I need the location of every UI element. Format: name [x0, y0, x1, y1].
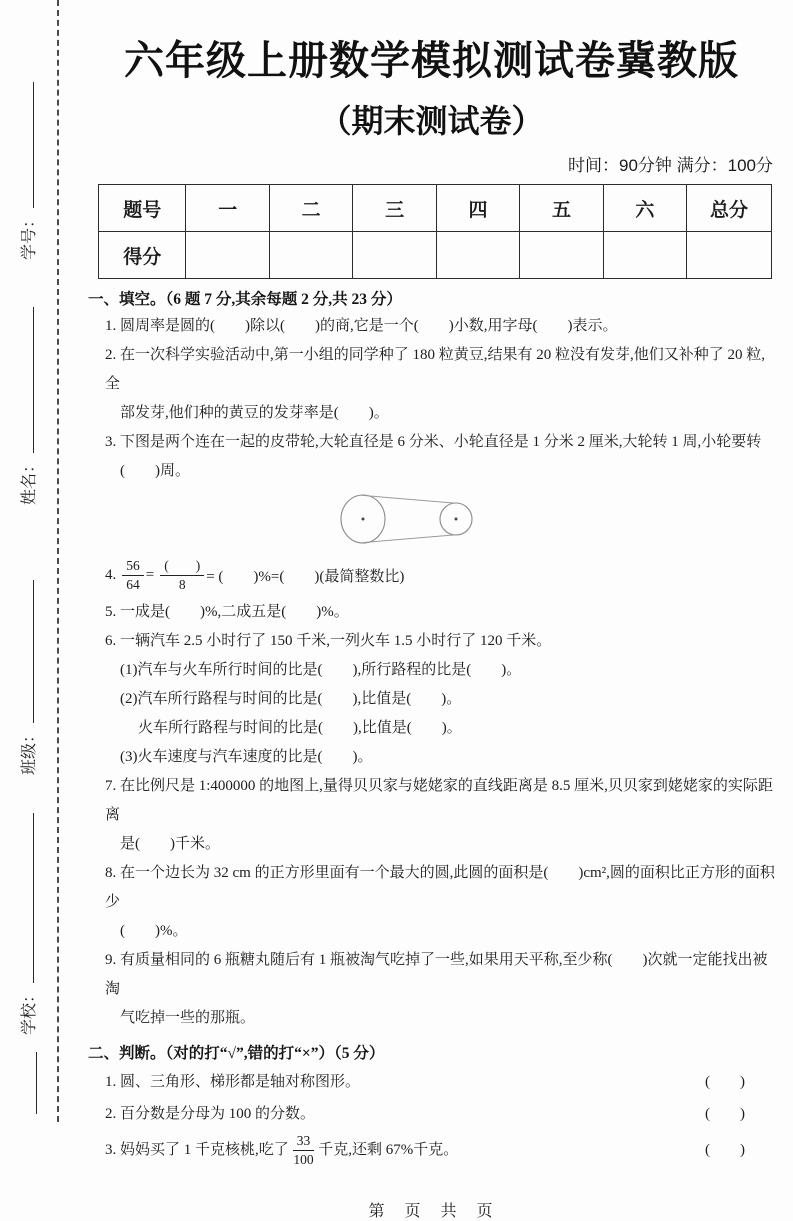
- score-table-score-row: [99, 232, 772, 279]
- name-blank-line: [21, 307, 34, 453]
- question-6-sub3: (3)火车速度与汽车速度的比是( )。: [120, 749, 373, 765]
- question-7-line1: 7. 在比例尺是 1:400000 的地图上,量得贝贝家与姥姥家的直线距离是 8.5 厘米,贝贝家到姥姥家的实际距离: [105, 778, 773, 823]
- judgment-3: [88, 1130, 775, 1170]
- judgment-2: [88, 1098, 775, 1130]
- section1-heading: 一、填空。（6 题 7 分,其余每题 2 分,共 23 分）: [88, 291, 402, 308]
- score-cell-2: [269, 232, 352, 279]
- fraction-denominator: 64: [126, 576, 140, 592]
- judgment-2-text: 2. 百分数是分母为 100 的分数。: [105, 1106, 316, 1122]
- score-cell-6: [603, 232, 686, 279]
- question-6: 6. 一辆汽车 2.5 小时行了 150 千米,一列火车 1.5 小时行了 120 千米。: [105, 633, 552, 649]
- question-3-line2: ( )周。: [120, 463, 190, 479]
- fraction-blank-8: [160, 558, 204, 592]
- score-cell-3: [353, 232, 436, 279]
- question-2-line1: 2. 在一次科学实验活动中,第一小组的同学种了 180 粒黄豆,结果有 20 粒没有发芽,他们又补种了 20 粒,全: [105, 347, 766, 392]
- question-3-line1: 3. 下图是两个连在一起的皮带轮,大轮直径是 6 分米、小轮直径是 1 分米 2 厘米,大轮转 1 周,小轮要转: [105, 434, 762, 450]
- fraction-numerator: 56: [122, 558, 144, 576]
- judgment-3-text-post: 千克,还剩 67%千克。: [318, 1142, 459, 1158]
- class-blank-line: [21, 580, 34, 723]
- question-2-line2: 部发芽,他们种的黄豆的发芽率是( )。: [120, 405, 389, 421]
- pulley-diagram: [338, 488, 775, 550]
- fraction-numerator-blank: ( ): [160, 558, 204, 576]
- section2-heading: 二、判断。（对的打“√”,错的打“×”）（5 分）: [88, 1045, 385, 1062]
- margin-field-class: [16, 580, 40, 775]
- score-header-col1: 一: [186, 185, 269, 232]
- class-label: 班级：: [21, 726, 38, 775]
- question-5: 5. 一成是( )%,二成五是( )%。: [105, 604, 349, 620]
- question-4-number: 4.: [105, 566, 117, 583]
- score-header-col3: 三: [353, 185, 436, 232]
- question-6-sub2-line1: (2)汽车所行路程与时间的比是( ),比值是( )。: [120, 691, 462, 707]
- question-9-line1: 9. 有质量相同的 6 瓶糖丸随后有 1 瓶被淘气吃掉了一些,如果用天平称,至少称( )次就一定能找出被淘: [105, 952, 768, 997]
- student-id-blank-line: [21, 82, 34, 208]
- judgment-3-text-pre: 3. 妈妈买了 1 千克核桃,吃了: [105, 1142, 289, 1158]
- question-1: 1. 圆周率是圆的( )除以( )的商,它是一个( )小数,用字母( )表示。: [105, 318, 618, 334]
- fraction-33-100: [293, 1133, 315, 1167]
- judgment-1-text: 1. 圆、三角形、梯形都是轴对称图形。: [105, 1074, 361, 1090]
- exam-info: 时间：90分钟 满分：100分: [568, 156, 773, 175]
- score-cell-5: [520, 232, 603, 279]
- question-9-line2: 气吃掉一些的那瓶。: [120, 1010, 256, 1026]
- page-title: 六年级上册数学模拟测试卷冀教版: [124, 39, 739, 83]
- score-cell-total: [687, 232, 772, 279]
- judgment-3-answer-parens: ( ): [705, 1142, 745, 1158]
- question-8-line1: 8. 在一个边长为 32 cm 的正方形里面有一个最大的圆,此圆的面积是( )cm²,圆的面积比正方形的面积少: [105, 865, 775, 910]
- score-header-col4: 四: [436, 185, 519, 232]
- margin-field-student-id: [16, 82, 40, 260]
- equals-sign: =: [145, 566, 155, 583]
- student-id-label: 学号：: [21, 211, 38, 260]
- score-table: [98, 184, 772, 279]
- fraction-56-64: [122, 558, 144, 592]
- page-footer: 第 页 共 页: [368, 1203, 495, 1220]
- judgment-1: [88, 1066, 775, 1098]
- judgment-2-answer-parens: ( ): [705, 1106, 745, 1122]
- fraction-denominator: 8: [178, 576, 186, 592]
- question-7-line2: 是( )千米。: [120, 836, 220, 852]
- question-6-sub1: (1)汽车与火车所行时间的比是( ),所行路程的比是( )。: [120, 662, 522, 678]
- judgment-3-text: [105, 1130, 458, 1170]
- margin-extra-line: [36, 1052, 37, 1114]
- score-cell-4: [436, 232, 519, 279]
- question-4: [88, 552, 775, 598]
- question-6-sub2-line2: 火车所行路程与时间的比是( ),比值是( )。: [138, 720, 462, 736]
- page-subtitle: （期末测试卷）: [319, 103, 544, 139]
- score-table-header-row: [99, 185, 772, 232]
- score-header-col2: 二: [269, 185, 352, 232]
- score-header-col6: 六: [603, 185, 686, 232]
- exam-page: [88, 0, 775, 1221]
- large-pulley-center-dot: [362, 518, 365, 521]
- question-8-line2: ( )%。: [120, 923, 188, 939]
- score-row-label: 得分: [99, 232, 186, 279]
- school-label: 学校：: [21, 986, 38, 1035]
- pulley-diagram-svg: [338, 488, 488, 550]
- question-4-rest: = ( )%=( )(最简整数比): [206, 568, 405, 585]
- score-header-total: 总分: [687, 185, 772, 232]
- score-cell-1: [186, 232, 269, 279]
- score-header-col5: 五: [520, 185, 603, 232]
- fraction-denominator: 100: [293, 1151, 314, 1167]
- name-label: 姓名：: [21, 456, 38, 505]
- margin-field-school: [16, 813, 40, 1035]
- school-blank-line: [21, 813, 34, 983]
- fraction-numerator: 33: [293, 1133, 315, 1151]
- score-header-timu: 题号: [99, 185, 186, 232]
- margin-field-name: [16, 307, 40, 505]
- judgment-1-answer-parens: ( ): [705, 1074, 745, 1090]
- small-pulley-center-dot: [455, 518, 458, 521]
